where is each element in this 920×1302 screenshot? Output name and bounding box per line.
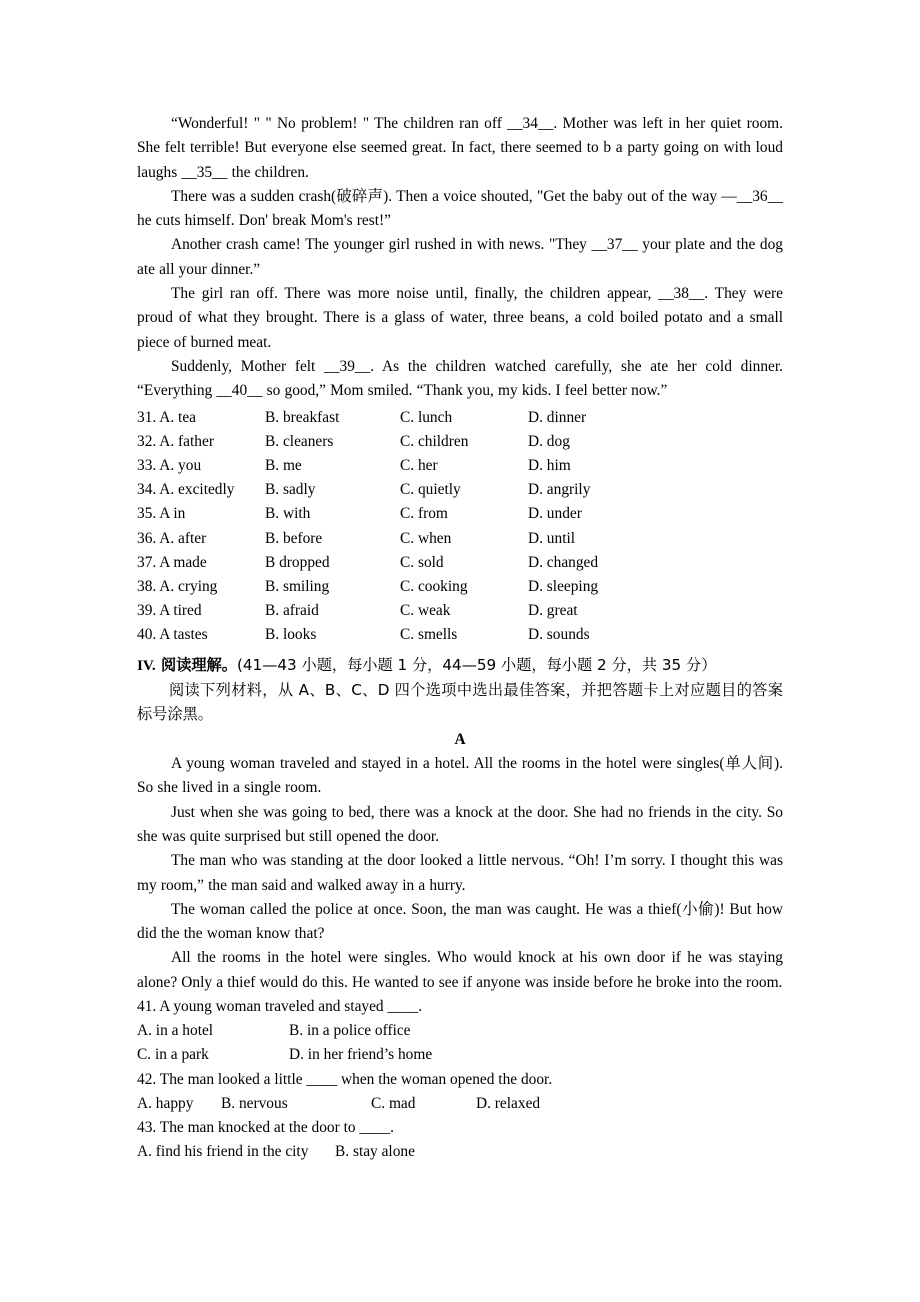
passage-a-paragraph: The woman called the police at once. Soon, the man was caught. He was a thief(小偷)! But how did the the woman know that? (137, 900, 783, 943)
cloze-option-a-label: A tastes (159, 626, 208, 644)
cloze-option-a-label: A. after (159, 529, 207, 547)
answer-option-b[interactable]: B. nervous (221, 1094, 288, 1112)
cloze-option-row (137, 478, 783, 502)
cloze-option-row (137, 454, 783, 478)
cloze-paragraph: Suddenly, Mother felt __39__. As the children watched carefully, she ate her cold dinner. “Everything __40__ so good,” Mom smiled. “Thank you, my kids. I feel better now.” (137, 357, 783, 400)
cloze-option-b[interactable]: B. afraid (265, 602, 319, 620)
cloze-option-a[interactable] (137, 502, 265, 526)
cloze-question-number: 32. (137, 432, 157, 450)
cloze-option-a[interactable] (137, 406, 265, 430)
answer-option-d[interactable]: D. in her friend’s home (289, 1046, 433, 1064)
passage-a-letter: A (454, 730, 466, 748)
answer-option-a[interactable]: A. happy (137, 1094, 194, 1112)
cloze-option-b[interactable]: B. looks (265, 626, 317, 644)
cloze-option-row (137, 430, 783, 454)
section-iv-heading (137, 653, 783, 678)
cloze-paragraph: “Wonderful! " " No problem! " The children ran off __34__. Mother was left in her quiet room. She felt terrible! But everyone else seemed great. In fact, there seemed to b a party going on with loud laughs __35__ the children. (137, 115, 783, 181)
cloze-option-a[interactable] (137, 551, 265, 575)
cloze-option-c[interactable]: C. weak (400, 602, 451, 620)
cloze-option-a[interactable] (137, 454, 265, 478)
cloze-option-a[interactable] (137, 623, 265, 647)
answer-option-a[interactable]: A. find his friend in the city (137, 1143, 309, 1161)
answer-option-b[interactable]: B. stay alone (335, 1143, 415, 1161)
question-stem: 43. The man knocked at the door to ____. (137, 1119, 395, 1136)
passage-a-paragraph: A young woman traveled and stayed in a hotel. All the rooms in the hotel were singles(单人间). So she lived in a single room. (137, 755, 783, 797)
cloze-option-c[interactable]: C. from (400, 505, 448, 523)
section-roman-numeral: IV. (137, 656, 156, 674)
cloze-paragraph: Another crash came! The younger girl rushed in with news. "They __37__ your plate and the dog ate all your dinner.” (137, 236, 783, 278)
cloze-option-row (137, 551, 783, 575)
cloze-option-row (137, 575, 783, 599)
cloze-option-c[interactable]: C. her (400, 456, 438, 474)
cloze-question-number: 37. (137, 553, 157, 571)
question-answer-row (137, 1043, 783, 1067)
cloze-option-row (137, 406, 783, 430)
cloze-question-number: 34. (137, 481, 157, 499)
cloze-paragraph: The girl ran off. There was more noise until, finally, the children appear, __38__. They were proud of what they brought. There is a glass of water, three beans, a cold boiled potato and a small piece of burned meat. (137, 285, 783, 351)
cloze-option-a-label: A made (159, 553, 207, 571)
cloze-option-a-label: A. excitedly (159, 481, 235, 499)
cloze-option-a[interactable] (137, 599, 265, 623)
question-stem: 42. The man looked a little ____ when the woman opened the door. (137, 1070, 553, 1088)
page-content-column (137, 112, 783, 1164)
cloze-question-number: 33. (137, 456, 157, 474)
cloze-question-number: 31. (137, 408, 157, 426)
answer-option-c[interactable]: C. in a park (137, 1046, 209, 1064)
cloze-option-d[interactable]: D. changed (528, 553, 599, 571)
cloze-option-d[interactable]: D. under (528, 505, 582, 523)
cloze-option-a-label: A. tea (159, 408, 196, 426)
cloze-option-row (137, 599, 783, 623)
cloze-question-number: 35. (137, 505, 157, 523)
question-answer-row (137, 1019, 783, 1043)
cloze-option-b[interactable]: B. cleaners (265, 432, 334, 450)
cloze-option-a-label: A tired (159, 602, 202, 620)
cloze-option-a-label: A. you (159, 456, 202, 474)
cloze-option-d[interactable]: D. angrily (528, 481, 591, 499)
passage-a-body (137, 752, 783, 995)
cloze-option-b[interactable]: B. me (265, 456, 302, 474)
cloze-option-b[interactable]: B. before (265, 529, 323, 547)
answer-option-c[interactable]: C. mad (371, 1094, 416, 1112)
cloze-option-c[interactable]: C. when (400, 529, 452, 547)
cloze-option-a-label: A. father (159, 432, 214, 450)
cloze-question-number: 39. (137, 602, 157, 620)
question-stem: 41. A young woman traveled and stayed ____. (137, 997, 423, 1015)
question-41 (137, 995, 783, 1068)
cloze-option-c[interactable]: C. quietly (400, 481, 461, 499)
cloze-option-a[interactable] (137, 430, 265, 454)
cloze-question-number: 36. (137, 529, 157, 547)
cloze-option-c[interactable]: C. sold (400, 553, 444, 571)
cloze-option-d[interactable]: D. dog (528, 432, 570, 450)
cloze-option-row (137, 623, 783, 647)
cloze-option-d[interactable]: D. him (528, 456, 571, 474)
question-43 (137, 1116, 783, 1164)
cloze-option-a-label: A. crying (159, 577, 218, 595)
section-score-note: (41—43 小题，每小题 1 分，44—59 小题，每小题 2 分，共 35 分） (236, 655, 717, 674)
section-iv-instruction: 阅读下列材料，从 A、B、C、D 四个选项中选出最佳答案，并把答题卡上对应题目的答案标号涂黑。 (137, 680, 783, 724)
cloze-option-d[interactable]: D. sounds (528, 626, 590, 644)
answer-option-a[interactable]: A. in a hotel (137, 1022, 214, 1040)
cloze-option-b[interactable]: B. with (265, 505, 311, 523)
passage-a-paragraph: Just when she was going to bed, there was a knock at the door. She had no friends in the city. So she was quite surprised but still opened the door. (137, 803, 783, 845)
cloze-option-c[interactable]: C. cooking (400, 577, 468, 595)
cloze-option-a[interactable] (137, 527, 265, 551)
cloze-option-d[interactable]: D. great (528, 602, 578, 620)
questions-list (137, 995, 783, 1164)
cloze-option-d[interactable]: D. until (528, 529, 576, 547)
passage-a-paragraph: The man who was standing at the door looked a little nervous. “Oh! I’m sorry. I thought this was my room,” the man said and walked away in a hurry. (137, 852, 783, 894)
question-answer-row (137, 1140, 783, 1164)
cloze-option-b[interactable]: B. sadly (265, 481, 316, 499)
passage-a-paragraph: All the rooms in the hotel were singles. Who would knock at his own door if he was staying alone? Only a thief would do this. He wanted to see if anyone was inside before he broke into the room. (137, 949, 783, 991)
cloze-option-b[interactable]: B dropped (265, 553, 330, 571)
section-title: 阅读理解。 (161, 655, 237, 674)
answer-option-d[interactable]: D. relaxed (476, 1094, 541, 1112)
cloze-question-number: 38. (137, 577, 157, 595)
cloze-option-b[interactable]: B. smiling (265, 577, 330, 595)
cloze-option-d[interactable]: D. dinner (528, 408, 587, 426)
cloze-option-row (137, 502, 783, 526)
cloze-option-c[interactable]: C. lunch (400, 408, 453, 426)
question-42 (137, 1068, 783, 1116)
question-answer-row (137, 1092, 783, 1116)
cloze-option-a[interactable] (137, 478, 265, 502)
cloze-paragraph: There was a sudden crash(破碎声). Then a voice shouted, "Get the baby out of the way —__36__ he cuts himself. Don' break Mom's rest!” (137, 187, 783, 230)
cloze-option-d[interactable]: D. sleeping (528, 577, 599, 595)
cloze-option-c[interactable]: C. children (400, 432, 469, 450)
answer-option-b[interactable]: B. in a police office (289, 1022, 411, 1040)
cloze-option-b[interactable]: B. breakfast (265, 408, 340, 426)
cloze-options-list (137, 406, 783, 648)
cloze-option-a[interactable] (137, 575, 265, 599)
cloze-option-a-label: A in (159, 505, 186, 523)
cloze-option-row (137, 527, 783, 551)
cloze-question-number: 40. (137, 626, 157, 644)
cloze-option-c[interactable]: C. smells (400, 626, 458, 644)
cloze-passage (137, 112, 783, 404)
